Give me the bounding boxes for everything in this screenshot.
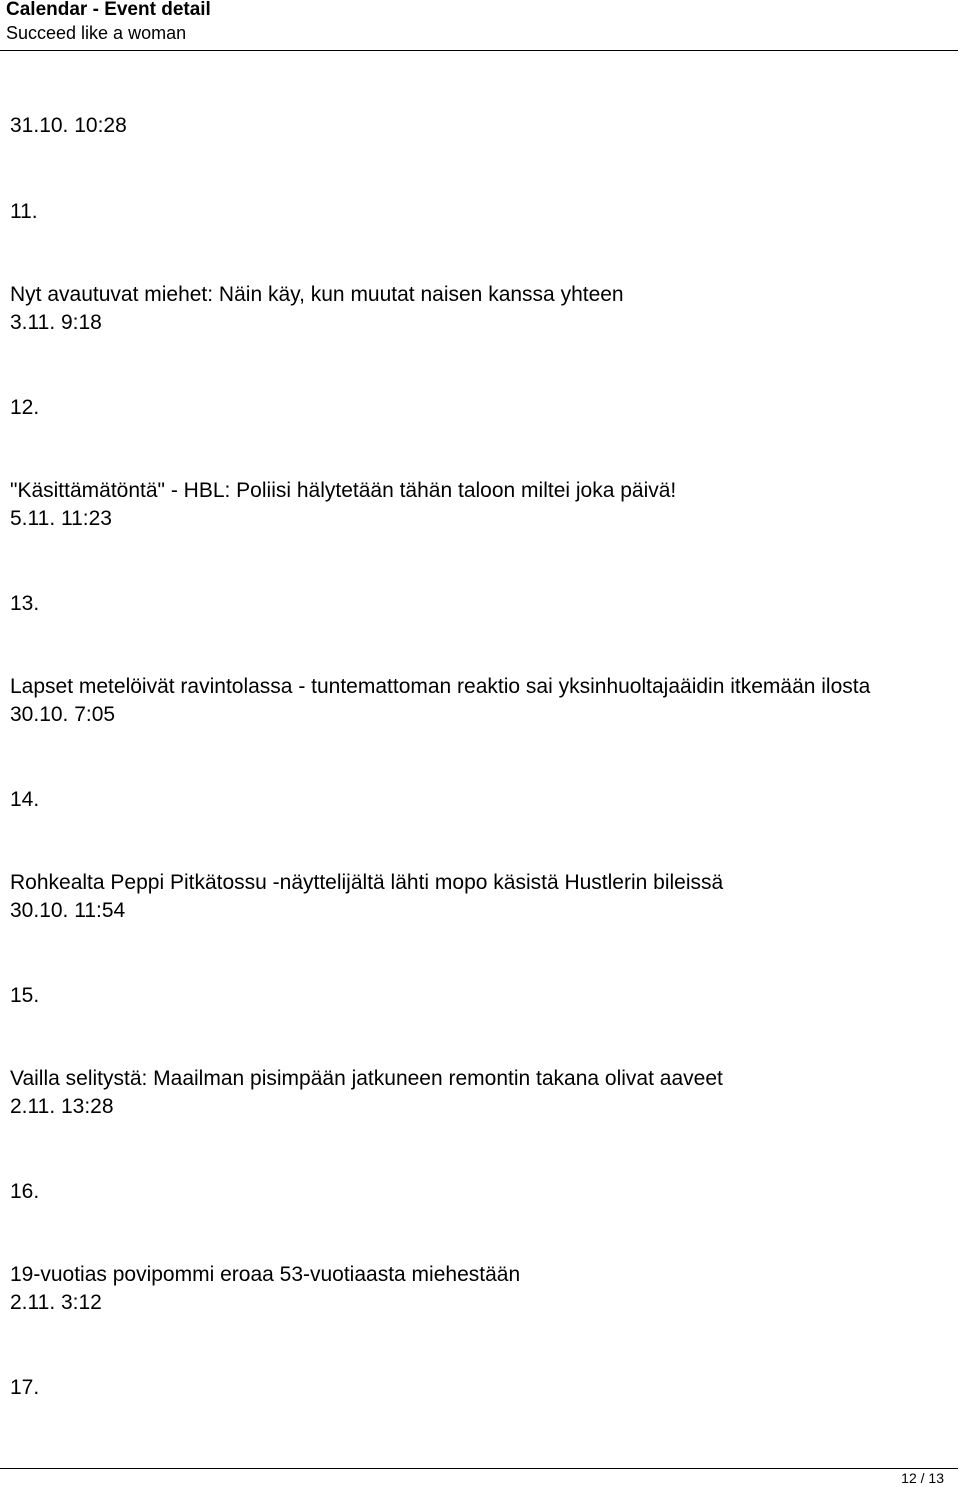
entry-rank: 11. [10, 200, 38, 223]
entry-timestamp: 30.10. 11:54 [10, 899, 126, 922]
entry-headline[interactable]: Vailla selitystä: Maailman pisimpään jatkuneen remontin takana olivat aaveet [10, 1067, 723, 1090]
page-title: Calendar - Event detail [6, 0, 211, 20]
entry-headline[interactable]: 19-vuotias povipommi eroaa 53-vuotiaasta miehestään [10, 1263, 521, 1286]
entry-rank: 12. [10, 396, 40, 419]
entry-rank: 17. [10, 1376, 40, 1399]
entry-headline[interactable]: Nyt avautuvat miehet: Näin käy, kun muutat naisen kanssa yhteen [10, 283, 624, 306]
entry-headline[interactable]: Rohkealta Peppi Pitkätossu -näyttelijältä lähti mopo käsistä Hustlerin bileissä [10, 871, 724, 894]
entry-rank: 14. [10, 788, 40, 811]
entry-timestamp: 2.11. 13:28 [10, 1095, 114, 1118]
entry-timestamp: 31.10. 10:28 [10, 114, 127, 137]
entry-rank: 16. [10, 1180, 40, 1203]
entry-headline[interactable]: "Käsittämätöntä" - HBL: Poliisi hälytetään tähän taloon miltei joka päivä! [10, 479, 677, 502]
entry-rank: 15. [10, 984, 40, 1007]
entry-headline[interactable]: Lapset metelöivät ravintolassa - tuntemattoman reaktio sai yksinhuoltajaäidin itkemään ilosta [10, 675, 871, 698]
page-header [0, 0, 958, 51]
entry-rank: 13. [10, 592, 40, 615]
entry-timestamp: 30.10. 7:05 [10, 703, 116, 726]
entry-timestamp: 3.11. 9:18 [10, 311, 102, 334]
page-number: 12 / 13 [901, 1470, 944, 1486]
entry-timestamp: 5.11. 11:23 [10, 507, 112, 530]
entry-timestamp: 2.11. 3:12 [10, 1291, 102, 1314]
footer-divider [0, 1468, 958, 1469]
page-subtitle: Succeed like a woman [6, 23, 187, 43]
